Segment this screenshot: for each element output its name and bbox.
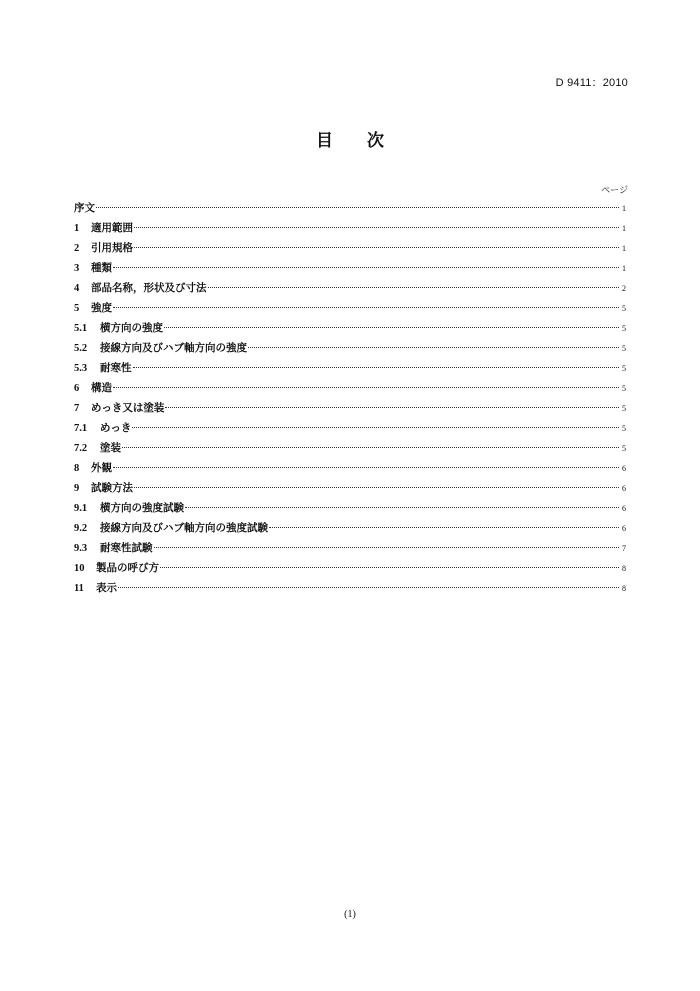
- toc-entry-6[interactable]: [74, 378, 626, 398]
- toc-entry-number: 11: [74, 583, 84, 594]
- dot-leader: [269, 527, 619, 528]
- toc-entry-title: 接線方向及びハブ軸方向の強度試験: [100, 522, 268, 534]
- dot-leader: [164, 327, 619, 328]
- toc-entry-title: 接線方向及びハブ軸方向の強度: [100, 342, 247, 354]
- toc-entry-8[interactable]: [74, 458, 626, 478]
- page-number: (1): [344, 909, 356, 920]
- toc-entry-title: 試験方法: [91, 482, 133, 494]
- toc-entry-9-1[interactable]: [74, 498, 626, 518]
- toc-entry-page: 6: [622, 524, 626, 533]
- dot-leader: [154, 547, 620, 548]
- toc-entry-page: 6: [622, 484, 626, 493]
- toc-entry-5[interactable]: [74, 298, 626, 318]
- dot-leader: [134, 487, 619, 488]
- toc-entry-number: 9.1: [74, 503, 88, 514]
- toc-entry-title: 引用規格: [91, 242, 133, 254]
- toc-entry-title: 耐寒性: [100, 362, 132, 374]
- dot-leader: [96, 207, 619, 208]
- toc-entry-page: 5: [622, 444, 626, 453]
- toc-entry-page: 1: [622, 204, 626, 213]
- dot-leader: [160, 567, 619, 568]
- toc-entry-number: 5: [74, 303, 80, 314]
- toc-entry-2[interactable]: [74, 238, 626, 258]
- dot-leader: [118, 587, 619, 588]
- dot-leader: [132, 427, 619, 428]
- toc-entry-7-2[interactable]: [74, 438, 626, 458]
- dot-leader: [113, 387, 619, 388]
- toc-entry-number: 9.2: [74, 523, 88, 534]
- toc-entry-page: 5: [622, 344, 626, 353]
- toc-entry-title: 種類: [91, 262, 112, 274]
- toc-entry-page: 5: [622, 324, 626, 333]
- toc-entry-title: めっき又は塗装: [91, 402, 165, 414]
- toc-entry-number: 5.1: [74, 323, 88, 334]
- toc-entry-number: 7.2: [74, 443, 88, 454]
- toc-entry-number: 5.3: [74, 363, 88, 374]
- toc-entry-10[interactable]: [74, 558, 626, 578]
- toc-entry-5-2[interactable]: [74, 338, 626, 358]
- toc-entry-page: 5: [622, 424, 626, 433]
- toc-entry-title: 表示: [96, 582, 117, 594]
- toc-entry-page: 5: [622, 304, 626, 313]
- toc-entry-title: 横方向の強度: [100, 322, 163, 334]
- toc-entry-3[interactable]: [74, 258, 626, 278]
- toc-entry-title: 塗装: [100, 442, 121, 454]
- toc-entry-page: 1: [622, 244, 626, 253]
- dot-leader: [208, 287, 620, 288]
- dot-leader: [134, 227, 619, 228]
- toc-entry-title: 耐寒性試験: [100, 542, 153, 554]
- toc-entry-4[interactable]: [74, 278, 626, 298]
- toc-entry-9-3[interactable]: [74, 538, 626, 558]
- toc-entry-title: 横方向の強度試験: [100, 502, 184, 514]
- toc-entry-number: 7: [74, 403, 80, 414]
- toc-entry-page: 8: [622, 564, 626, 573]
- document-code: D 9411：2010: [555, 77, 628, 89]
- toc-entry-foreword[interactable]: [74, 198, 626, 218]
- toc-entry-1[interactable]: [74, 218, 626, 238]
- toc-entry-page: 5: [622, 364, 626, 373]
- toc-entry-title: 部品名称，形状及び寸法: [91, 282, 207, 294]
- toc-entry-number: 6: [74, 383, 80, 394]
- toc-entry-page: 6: [622, 464, 626, 473]
- dot-leader: [134, 247, 619, 248]
- toc-entry-7-1[interactable]: [74, 418, 626, 438]
- toc-entry-number: 4: [74, 283, 80, 294]
- toc-entry-number: 9.3: [74, 543, 88, 554]
- toc-entry-number: 5.2: [74, 343, 88, 354]
- toc-entry-page: 1: [622, 264, 626, 273]
- toc-entry-page: 5: [622, 384, 626, 393]
- toc-entry-title: 序文: [74, 202, 95, 214]
- toc-entry-11[interactable]: [74, 578, 626, 598]
- toc-entry-9-2[interactable]: [74, 518, 626, 538]
- toc-entry-page: 1: [622, 224, 626, 233]
- dot-leader: [122, 447, 619, 448]
- toc-entry-title: めっき: [100, 422, 132, 434]
- toc-entry-number: 7.1: [74, 423, 88, 434]
- toc-entry-page: 6: [622, 504, 626, 513]
- dot-leader: [113, 467, 619, 468]
- toc-entry-9[interactable]: [74, 478, 626, 498]
- toc-entry-page: 2: [622, 284, 626, 293]
- dot-leader: [133, 367, 620, 368]
- dot-leader: [113, 307, 619, 308]
- toc-entry-number: 1: [74, 223, 80, 234]
- toc-entry-page: 5: [622, 404, 626, 413]
- toc-entry-page: 7: [622, 544, 626, 553]
- toc-entry-title: 構造: [91, 382, 112, 394]
- toc-entry-7[interactable]: [74, 398, 626, 418]
- toc-entry-title: 強度: [91, 302, 112, 314]
- toc-entry-number: 9: [74, 483, 80, 494]
- toc-entry-5-1[interactable]: [74, 318, 626, 338]
- toc-entry-title: 適用範囲: [91, 222, 133, 234]
- toc-entry-title: 製品の呼び方: [96, 562, 159, 574]
- toc-entry-5-3[interactable]: [74, 358, 626, 378]
- dot-leader: [165, 407, 619, 408]
- toc-entry-number: 10: [74, 563, 85, 574]
- table-of-contents: [74, 198, 626, 598]
- toc-entry-number: 3: [74, 263, 80, 274]
- dot-leader: [113, 267, 619, 268]
- dot-leader: [248, 347, 619, 348]
- toc-entry-number: 2: [74, 243, 80, 254]
- page-title: 目 次: [316, 131, 398, 151]
- toc-entry-number: 8: [74, 463, 80, 474]
- page-column-label: ページ: [601, 186, 628, 196]
- dot-leader: [185, 507, 619, 508]
- toc-entry-page: 8: [622, 584, 626, 593]
- toc-entry-title: 外観: [91, 462, 112, 474]
